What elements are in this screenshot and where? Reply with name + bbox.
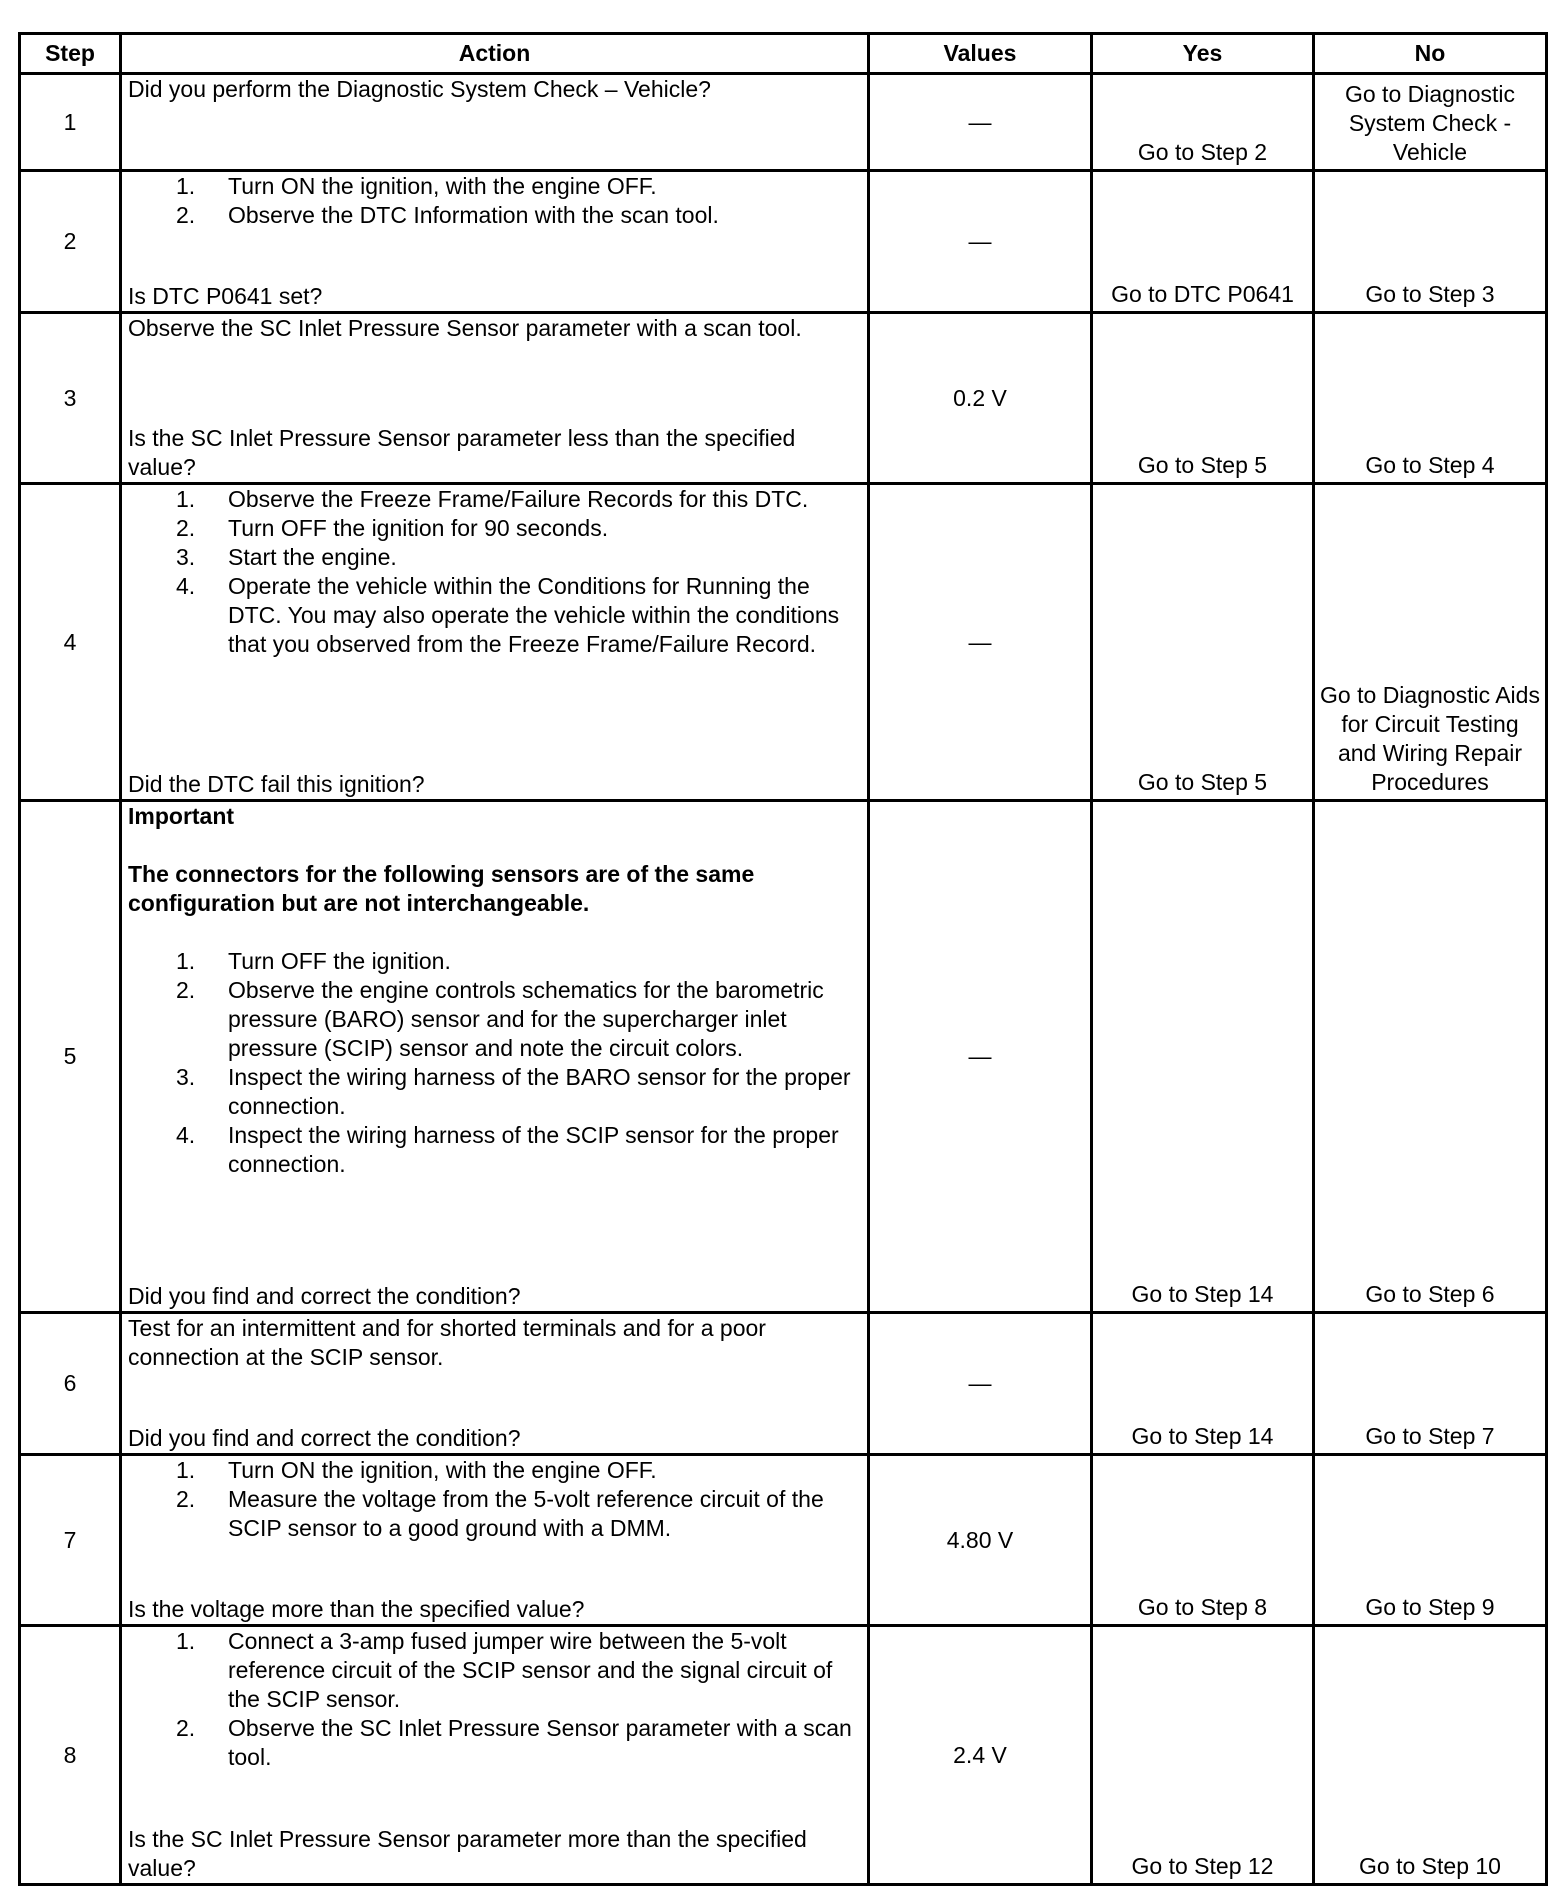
no-cell: Go to Step 3 [1314, 171, 1547, 313]
header-row [20, 34, 1547, 74]
list-item: 3. Start the engine. [176, 544, 397, 570]
diagnostic-table-page [18, 32, 1545, 1886]
value-cell: 2.4 V [869, 1626, 1092, 1885]
action-text: Test for an intermittent and for shorted terminals and for a poor connection at the SCIP sensor. [128, 1315, 766, 1370]
step-number: 4 [20, 484, 121, 801]
value-cell: 0.2 V [869, 313, 1092, 484]
yes-cell: Go to Step 5 [1092, 313, 1314, 484]
action-cell [121, 484, 869, 801]
list-item: 2. Turn OFF the ignition for 90 seconds. [176, 515, 609, 541]
list-item: 1. Turn OFF the ignition. [176, 948, 451, 974]
value-cell: 4.80 V [869, 1455, 1092, 1626]
no-cell: Go to Step 6 [1314, 801, 1547, 1313]
list-item: 2. Observe the engine controls schematics for the barometric pressure (BARO) sensor and for the supercharger inlet pressure (SCIP) sensor and note the circuit colors. [176, 977, 824, 1061]
action-cell [121, 74, 869, 171]
table-row [20, 74, 1547, 171]
question-text: Is DTC P0641 set? [128, 283, 323, 309]
no-cell: Go to Diagnostic System Check - Vehicle [1314, 74, 1547, 171]
table-row [20, 1313, 1547, 1455]
question-text: Did you find and correct the condition? [128, 1283, 521, 1309]
action-text: Observe the SC Inlet Pressure Sensor parameter with a scan tool. [128, 315, 802, 341]
header-no: No [1314, 34, 1547, 74]
list-item: 2. Observe the SC Inlet Pressure Sensor parameter with a scan tool. [176, 1715, 852, 1770]
yes-cell: Go to Step 14 [1092, 1313, 1314, 1455]
list-item: 2. Measure the voltage from the 5-volt reference circuit of the SCIP sensor to a good ground with a DMM. [176, 1486, 824, 1541]
question-text: Is the SC Inlet Pressure Sensor parameter more than the specified value? [128, 1826, 807, 1881]
action-cell [121, 1313, 869, 1455]
no-cell: Go to Step 7 [1314, 1313, 1547, 1455]
header-step: Step [20, 34, 121, 74]
value-cell: — [869, 484, 1092, 801]
step-number: 8 [20, 1626, 121, 1885]
action-cell [121, 1626, 869, 1885]
yes-cell: Go to DTC P0641 [1092, 171, 1314, 313]
table-row [20, 313, 1547, 484]
step-number: 2 [20, 171, 121, 313]
yes-cell: Go to Step 14 [1092, 801, 1314, 1313]
question-text: Is the voltage more than the specified value? [128, 1596, 585, 1622]
action-text: Did you perform the Diagnostic System Check – Vehicle? [128, 76, 711, 102]
diagnostic-table [18, 32, 1548, 1886]
step-number: 7 [20, 1455, 121, 1626]
table-row [20, 801, 1547, 1313]
question-text: Did you find and correct the condition? [128, 1425, 521, 1451]
step-number: 6 [20, 1313, 121, 1455]
question-text: Is the SC Inlet Pressure Sensor parameter less than the specified value? [128, 425, 796, 480]
question-text: Did the DTC fail this ignition? [128, 771, 425, 797]
value-cell: — [869, 171, 1092, 313]
step-number: 3 [20, 313, 121, 484]
procedure-list [128, 947, 861, 1179]
list-item: 3. Inspect the wiring harness of the BARO sensor for the proper connection. [176, 1064, 851, 1119]
important-note: The connectors for the following sensors are of the same configuration but are not interchangeable. [128, 861, 755, 916]
step-number: 1 [20, 74, 121, 171]
list-item: 2. Observe the DTC Information with the scan tool. [176, 202, 719, 228]
no-cell: Go to Step 9 [1314, 1455, 1547, 1626]
action-cell [121, 313, 869, 484]
list-item: 4. Inspect the wiring harness of the SCIP sensor for the proper connection. [176, 1122, 839, 1177]
list-item: 1. Turn ON the ignition, with the engine OFF. [176, 1457, 657, 1483]
value-cell: — [869, 1313, 1092, 1455]
action-cell [121, 1455, 869, 1626]
no-cell: Go to Diagnostic Aids for Circuit Testing and Wiring Repair Procedures [1314, 484, 1547, 801]
step-number: 5 [20, 801, 121, 1313]
list-item: 1. Turn ON the ignition, with the engine OFF. [176, 173, 657, 199]
important-heading: Important [128, 803, 235, 829]
header-action: Action [121, 34, 869, 74]
action-cell [121, 801, 869, 1313]
table-row [20, 1626, 1547, 1885]
yes-cell: Go to Step 8 [1092, 1455, 1314, 1626]
procedure-list [128, 485, 861, 659]
yes-cell: Go to Step 5 [1092, 484, 1314, 801]
table-row [20, 171, 1547, 313]
yes-cell: Go to Step 2 [1092, 74, 1314, 171]
value-cell: — [869, 74, 1092, 171]
procedure-list [128, 172, 861, 230]
yes-cell: Go to Step 12 [1092, 1626, 1314, 1885]
table-row [20, 484, 1547, 801]
value-cell: — [869, 801, 1092, 1313]
action-cell [121, 171, 869, 313]
no-cell: Go to Step 10 [1314, 1626, 1547, 1885]
procedure-list [128, 1627, 861, 1772]
list-item: 4. Operate the vehicle within the Conditions for Running the DTC. You may also operate the vehicle within the conditions that you observed from the Freeze Frame/Failure Record. [176, 573, 840, 657]
header-yes: Yes [1092, 34, 1314, 74]
procedure-list [128, 1456, 861, 1543]
list-item: 1. Observe the Freeze Frame/Failure Records for this DTC. [176, 486, 809, 512]
list-item: 1. Connect a 3-amp fused jumper wire between the 5-volt reference circuit of the SCIP sensor and the signal circuit of the SCIP sensor. [176, 1628, 833, 1712]
header-values: Values [869, 34, 1092, 74]
no-cell: Go to Step 4 [1314, 313, 1547, 484]
table-row [20, 1455, 1547, 1626]
